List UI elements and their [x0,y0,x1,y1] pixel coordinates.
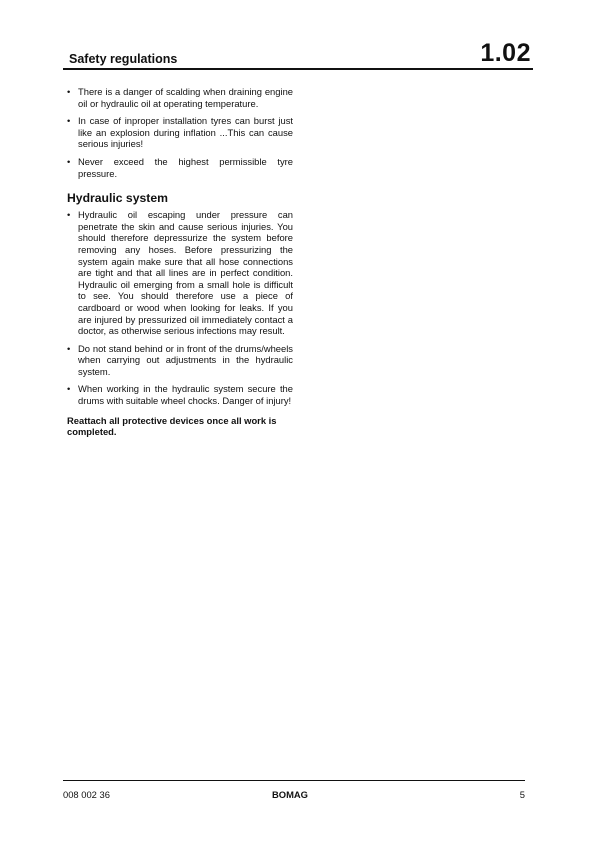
list-item: • Never exceed the highest permissible tyre pressure. [67,156,293,179]
list-item: • Hydraulic oil escaping under pressure can penetrate the skin and cause serious injuries. You should therefore depressurize the system before removing any hoses. Before pressurizing the system again make sure that all hose connections are tight and that all lines are in perfect condition. Hydraulic oil emerging from a small hole is difficult to see. You should therefore use a piece of cardboard or wood when looking for leaks. If you are injured by pressurized oil immediately contact a doctor, as otherwise serious infections may result. [67,209,293,337]
hydraulic-bullet-list [67,209,293,407]
page-header [63,40,533,70]
main-content [67,86,293,438]
section-number: 1.02 [480,39,531,67]
list-item: • In case of inproper installation tyres can burst just like an explosion during inflation ...This can cause serious injuries! [67,115,293,150]
list-item: • When working in the hydraulic system secure the drums with suitable wheel chocks. Danger of injury! [67,383,293,406]
page-title: Safety regulations [69,52,178,66]
list-item: • There is a danger of scalding when draining engine oil or hydraulic oil at operating temperature. [67,86,293,109]
section-heading: Hydraulic system [67,191,168,206]
brand-name: BOMAG [272,789,308,800]
document-number: 008 002 36 [63,789,110,800]
intro-bullet-list [67,86,293,179]
page-number: 5 [519,789,525,800]
page-footer [63,780,525,801]
closing-note: Reattach all protective devices once all work is completed. [67,414,277,438]
list-item: • Do not stand behind or in front of the drums/wheels when carrying out adjustments in the hydraulic system. [67,343,293,378]
